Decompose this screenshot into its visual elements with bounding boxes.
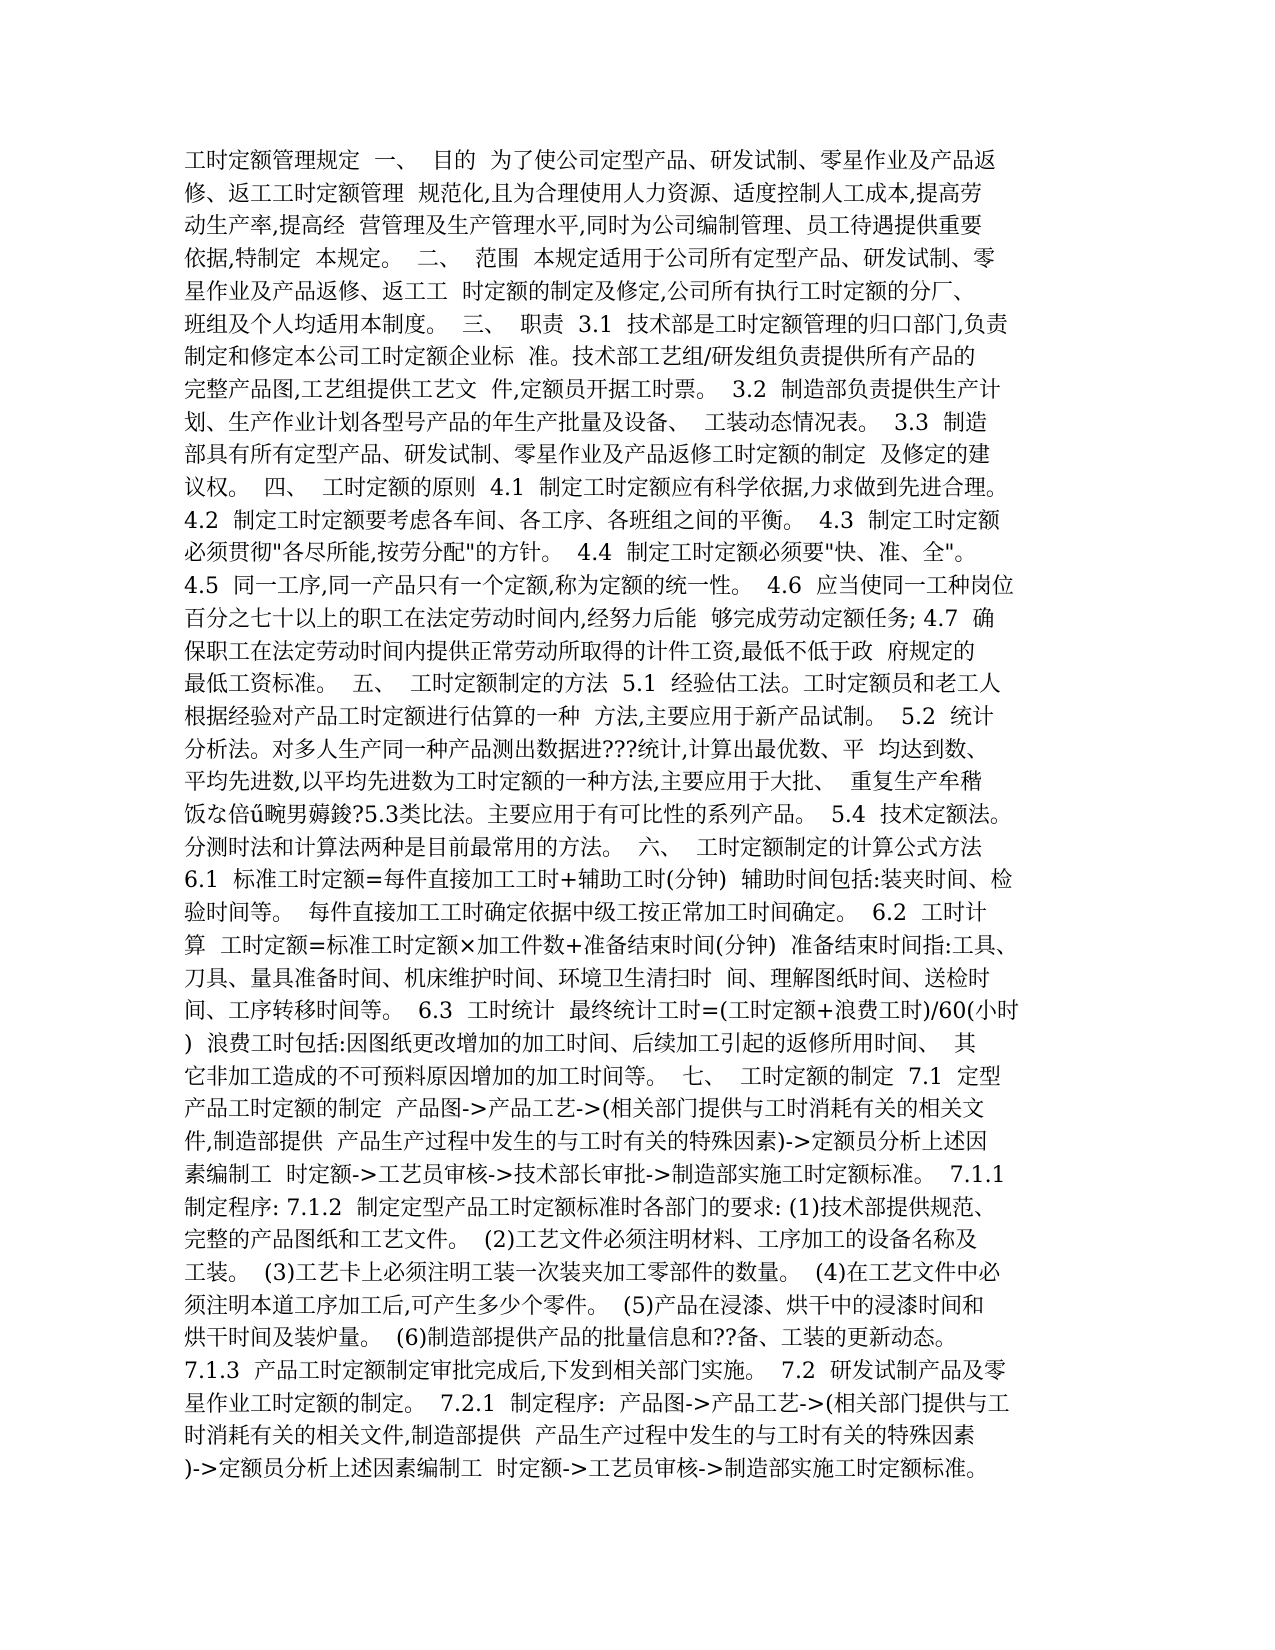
text-line: 饭な倍ű畹男薅鋑?5.3类比法。主要应用于有可比性的系列产品。 5.4 技术定额法。 (184, 803, 1012, 829)
text-line: 必须贯彻"各尽所能,按劳分配"的方针。 4.4 制定工时定额必须要"快、准、全"。 (184, 541, 977, 567)
text-line: 最低工资标准。 五、 工时定额制定的方法 5.1 经验估工法。工时定额员和老工人 (184, 672, 1001, 698)
text-line: 7.1.3 产品工时定额制定审批完成后,下发到相关部门实施。 7.2 研发试制产品及零 (184, 1359, 1006, 1385)
text-line: 件,制造部提供 产品生产过程中发生的与工时有关的特殊因素)->定额员分析上述因 (184, 1130, 988, 1156)
text-line: 分测时法和计算法两种是目前最常用的方法。 六、 工时定额制定的计算公式方法 (184, 835, 982, 861)
text-line: 百分之七十以上的职工在法定劳动时间内,经努力后能 够完成劳动定额任务; 4.7 确 (184, 606, 995, 632)
text-line: 根据经验对产品工时定额进行估算的一种 方法,主要应用于新产品试制。 5.2 统计 (184, 704, 994, 730)
text-line: 议权。 四、 工时定额的原则 4.1 制定工时定额应有科学依据,力求做到先进合理。 (184, 476, 1008, 502)
text-line: 产品工时定额的制定 产品图->产品工艺->(相关部门提供与工时消耗有关的相关文 (184, 1097, 985, 1123)
text-line: 动生产率,提高经 营管理及生产管理水平,同时为公司编制管理、员工待遇提供重要 (184, 214, 982, 240)
text-line: 工时定额管理规定 一、 目的 为了使公司定型产品、研发试制、零星作业及产品返 (184, 149, 996, 174)
text-line: 完整的产品图纸和工艺文件。 (2)工艺文件必须注明材料、工序加工的设备名称及 (184, 1228, 978, 1254)
text-line: 依据,特制定 本规定。 二、 范围 本规定适用于公司所有定型产品、研发试制、零 (184, 247, 995, 273)
text-line: 保职工在法定劳动时间内提供正常劳动所取得的计件工资,最低不低于政 府规定的 (184, 639, 975, 665)
text-line: 它非加工造成的不可预料原因增加的加工时间等。 七、 工时定额的制定 7.1 定型 (184, 1064, 1001, 1090)
text-line: ) 浪费工时包括:因图纸更改增加的加工时间、后续加工引起的返修所用时间、 其 (184, 1031, 976, 1057)
text-line: 修、返工工时定额管理 规范化,且为合理使用人力资源、适度控制人工成本,提高劳 (184, 181, 982, 207)
text-line: 班组及个人均适用本制度。 三、 职责 3.1 技术部是工时定额管理的归口部门,负责 (184, 312, 1008, 338)
text-line: 完整产品图,工艺组提供工艺文 件,定额员开据工时票。 3.2 制造部负责提供生产计 (184, 377, 1001, 403)
text-line: 间、工序转移时间等。 6.3 工时统计 最终统计工时=(工时定额+浪费工时)/60(小时 (184, 999, 1019, 1025)
text-line: 划、生产作业计划各型号产品的年生产批量及设备、 工装动态情况表。 3.3 制造 (184, 410, 987, 436)
text-line: 素编制工 时定额->工艺员审核->技术部长审批->制造部实施工时定额标准。 7.1.1 (184, 1162, 1006, 1188)
text-line: 6.1 标准工时定额=每件直接加工工时+辅助工时(分钟) 辅助时间包括:装夹时间、检 (184, 868, 1013, 894)
text-line: 验时间等。 每件直接加工工时确定依据中级工按正常加工时间确定。 6.2 工时计 (184, 901, 987, 927)
text-line: 烘干时间及装炉量。 (6)制造部提供产品的批量信息和??备、工装的更新动态。 (184, 1326, 957, 1352)
text-line: 4.5 同一工序,同一产品只有一个定额,称为定额的统一性。 4.6 应当使同一工种岗位 (184, 574, 1014, 600)
text-line: 时消耗有关的相关文件,制造部提供 产品生产过程中发生的与工时有关的特殊因素 (184, 1424, 975, 1450)
text-line: 星作业工时定额的制定。 7.2.1 制定程序: 产品图->产品工艺->(相关部门提供与工 (184, 1391, 1010, 1417)
text-line: 4.2 制定工时定额要考虑各车间、各工序、各班组之间的平衡。 4.3 制定工时定额 (184, 508, 1000, 534)
document-body-text (184, 146, 1184, 1487)
text-line: 制定和修定本公司工时定额企业标 准。技术部工艺组/研发组负责提供所有产品的 (184, 345, 976, 371)
text-line: )->定额员分析上述因素编制工 时定额->工艺员审核->制造部实施工时定额标准。 (184, 1457, 989, 1483)
text-line: 工装。 (3)工艺卡上必须注明工装一次装夹加工零部件的数量。 (4)在工艺文件中必 (184, 1260, 1001, 1286)
text-line: 星作业及产品返修、返工工 时定额的制定及修定,公司所有执行工时定额的分厂、 (184, 279, 975, 305)
text-line: 算 工时定额=标准工时定额×加工件数+准备结束时间(分钟) 准备结束时间指:工具、 (184, 933, 1018, 959)
text-line: 部具有所有定型产品、研发试制、零星作业及产品返修工时定额的制定 及修定的建 (184, 443, 990, 469)
text-line: 须注明本道工序加工后,可产生多少个零件。 (5)产品在浸漆、烘干中的浸漆时间和 (184, 1293, 985, 1319)
text-line: 分析法。对多人生产同一种产品测出数据进???统计,计算出最优数、平 均达到数、 (184, 737, 989, 763)
text-line: 制定程序: 7.1.2 制定定型产品工时定额标准时各部门的要求: (1)技术部提供规范、 (184, 1195, 996, 1221)
text-line: 刀具、量具准备时间、机床维护时间、环境卫生清扫时 间、理解图纸时间、送检时 (184, 966, 990, 992)
text-line: 平均先进数,以平均先进数为工时定额的一种方法,主要应用于大批、 重复生产牟稭 (184, 770, 982, 796)
